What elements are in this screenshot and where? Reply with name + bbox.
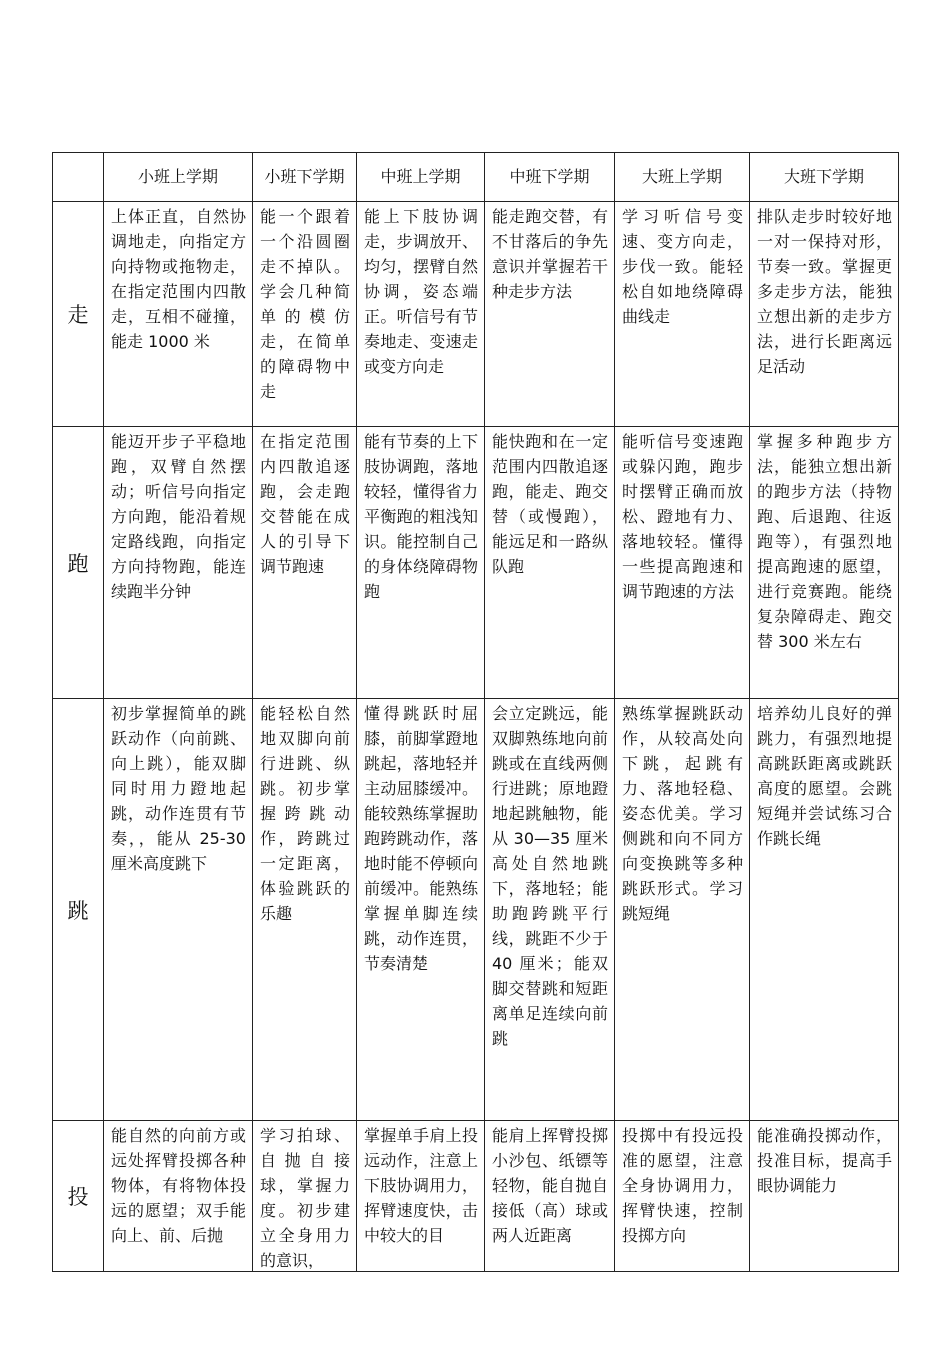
cell-jump-large-first: 熟练掌握跳跃动作，从较高处向下跳，起跳有力、落地轻稳、姿态优美。学习侧跳和向不同方向变换跳等多种跳跃形式。学习跳短绳 bbox=[615, 699, 750, 1121]
header-large-second: 大班下学期 bbox=[750, 153, 899, 202]
cell-text: 掌握单手肩上投远动作，注意上下肢协调用力，挥臂速度快，击中较大的目 bbox=[364, 1126, 478, 1245]
cell-walk-small-first: 上体正直，自然协调地走，向指定方向持物或拖物走，在指定范围内四散走，互相不碰撞，能走 1000 米 bbox=[104, 202, 253, 427]
cell-throw-middle-second bbox=[485, 1121, 615, 1272]
cell-text: 能自然的向前方或远处挥臂投掷各种物体，有将物体投远的愿望；双手能向上、前、后抛 bbox=[111, 1126, 246, 1245]
header-middle-second: 中班下学期 bbox=[485, 153, 615, 202]
row-run bbox=[53, 427, 899, 699]
row-label-jump: 跳 bbox=[53, 699, 104, 1121]
cell-walk-middle-second: 能走跑交替，有不甘落后的争先意识并掌握若干种走步方法 bbox=[485, 202, 615, 427]
curriculum-table bbox=[52, 152, 899, 1272]
cell-jump-small-second: 能轻松自然地双脚向前行进跳、纵跳。初步掌握跨跳动作，跨跳过一定距离，体验跳跃的乐趣 bbox=[253, 699, 357, 1121]
cell-run-middle-second: 能快跑和在一定范围内四散追逐跑，能走、跑交替（或慢跑），能远足和一路纵队跑 bbox=[485, 427, 615, 699]
header-middle-first: 中班上学期 bbox=[357, 153, 485, 202]
header-small-first: 小班上学期 bbox=[104, 153, 253, 202]
cell-text: 学习拍球、自抛自接球，掌握力度。初步建立全身用力的意识， bbox=[260, 1126, 350, 1269]
cell-throw-large-first bbox=[615, 1121, 750, 1272]
cell-run-small-second: 在指定范围内四散追逐跑，会走跑交替能在成人的引导下调节跑速 bbox=[253, 427, 357, 699]
header-small-second: 小班下学期 bbox=[253, 153, 357, 202]
cell-run-large-second: 掌握多种跑步方法，能独立想出新的跑步方法（持物跑、后退跑、往返跑等），有强烈地提高跑速的愿望，进行竞赛跑。能绕复杂障碍走、跑交替 300 米左右 bbox=[750, 427, 899, 699]
cell-run-small-first: 能迈开步子平稳地跑，双臂自然摆动；听信号向指定方向跑，能沿着规定路线跑，向指定方向持物跑，能连续跑半分钟 bbox=[104, 427, 253, 699]
row-throw bbox=[53, 1121, 899, 1272]
cell-throw-small-second bbox=[253, 1121, 357, 1272]
header-row bbox=[53, 153, 899, 202]
header-large-first: 大班上学期 bbox=[615, 153, 750, 202]
row-label-walk: 走 bbox=[53, 202, 104, 427]
cell-walk-middle-first: 能上下肢协调走，步调放开、均匀，摆臂自然协调，姿态端正。听信号有节奏地走、变速走或变方向走 bbox=[357, 202, 485, 427]
cell-text: 能肩上挥臂投掷小沙包、纸镖等轻物，能自抛自接低（高）球或两人近距离 bbox=[492, 1126, 608, 1245]
row-jump bbox=[53, 699, 899, 1121]
cell-throw-small-first bbox=[104, 1121, 253, 1272]
cell-throw-middle-first bbox=[357, 1121, 485, 1272]
row-label-run: 跑 bbox=[53, 427, 104, 699]
cell-walk-small-second: 能一个跟着一个沿圆圈走不掉队。学会几种简单的模仿走，在简单的障碍物中走 bbox=[253, 202, 357, 427]
cell-text: 投掷中有投远投准的愿望，注意全身协调用力，挥臂快速，控制投掷方向 bbox=[622, 1126, 743, 1245]
corner-cell bbox=[53, 153, 104, 202]
cell-walk-large-first: 学习听信号变速、变方向走，步伐一致。能轻松自如地绕障碍曲线走 bbox=[615, 202, 750, 427]
cell-walk-large-second: 排队走步时较好地一对一保持对形，节奏一致。掌握更多走步方法，能独立想出新的走步方法，进行长距离远足活动 bbox=[750, 202, 899, 427]
cell-text: 能准确投掷动作，投准目标，提高手眼协调能力 bbox=[757, 1126, 892, 1195]
cell-run-large-first: 能听信号变速跑或躲闪跑，跑步时摆臂正确而放松、蹬地有力、落地较轻。懂得一些提高跑速和调节跑速的方法 bbox=[615, 427, 750, 699]
cell-jump-large-second: 培养幼儿良好的弹跳力，有强烈地提高跳跃距离或跳跃高度的愿望。会跳短绳并尝试练习合作跳长绳 bbox=[750, 699, 899, 1121]
cell-run-middle-first: 能有节奏的上下肢协调跑，落地较轻，懂得省力平衡跑的粗浅知识。能控制自己的身体绕障碍物跑 bbox=[357, 427, 485, 699]
cell-jump-small-first: 初步掌握简单的跳跃动作（向前跳、向上跳），能双脚同时用力蹬地起跳，动作连贯有节奏，，能从 25-30 厘米高度跳下 bbox=[104, 699, 253, 1121]
row-walk bbox=[53, 202, 899, 427]
row-label-throw: 投 bbox=[53, 1121, 104, 1272]
cell-jump-middle-first: 懂得跳跃时屈膝，前脚掌蹬地跳起，落地轻并主动屈膝缓冲。能较熟练掌握助跑跨跳动作，落地时能不停顿向前缓冲。能熟练掌握单脚连续跳，动作连贯，节奏清楚 bbox=[357, 699, 485, 1121]
cell-jump-middle-second: 会立定跳远，能双脚熟练地向前跳或在直线两侧行进跳；原地蹬地起跳触物，能从 30—35 厘米高处自然地跳下，落地轻；能助跑跨跳平行线，跳距不少于 40 厘米；能双脚交替跳和短距离单足连续向前跳 bbox=[485, 699, 615, 1121]
cell-throw-large-second bbox=[750, 1121, 899, 1272]
